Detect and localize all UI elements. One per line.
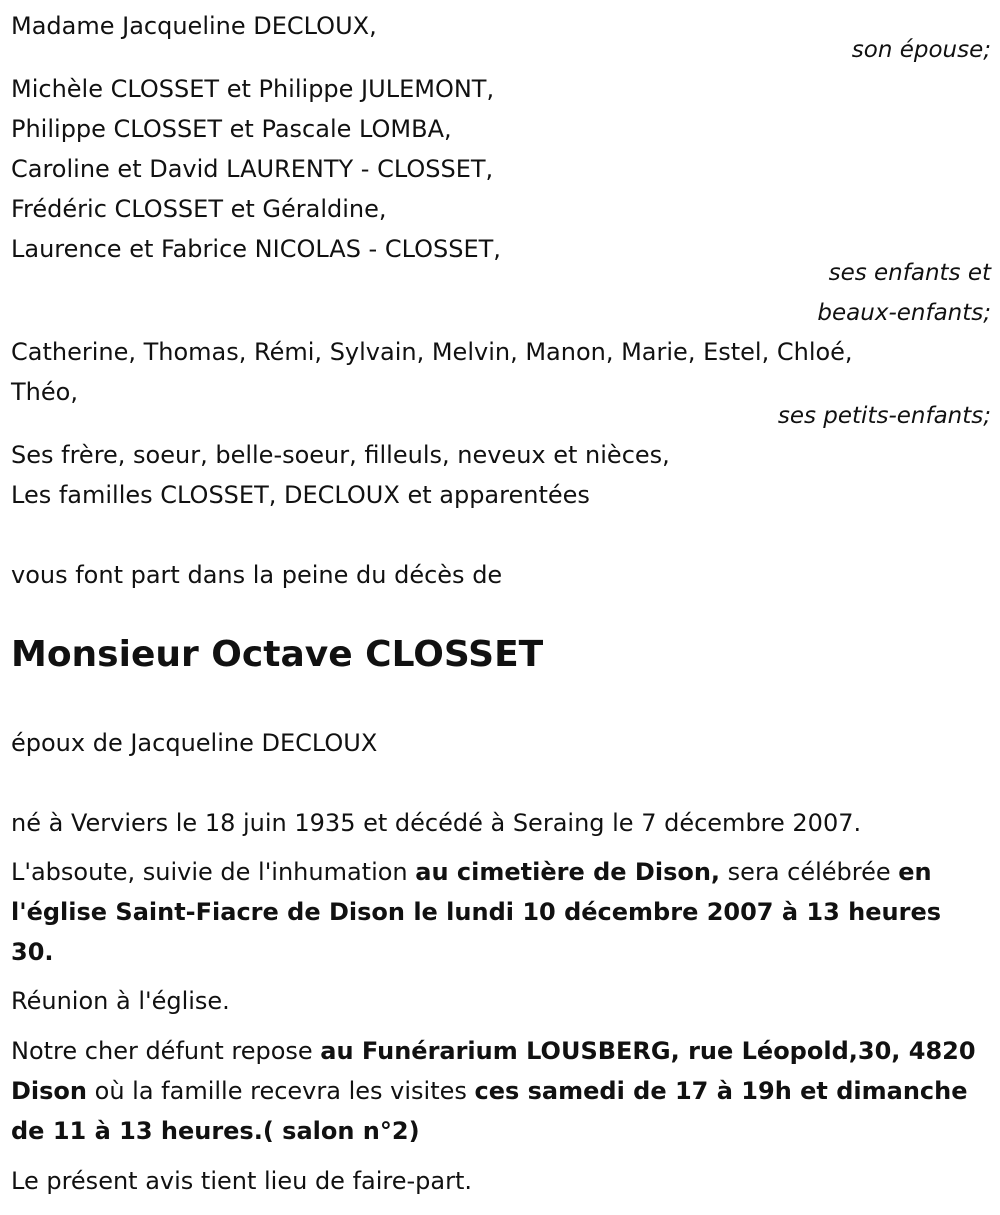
children-role-line-1: ses enfants et <box>828 260 991 286</box>
ceremony-text-2: sera célébrée <box>720 858 899 886</box>
rest-paragraph <box>11 1031 991 1151</box>
birth-death: né à Verviers le 18 juin 1935 et décédé à Seraing le 7 décembre 2007. <box>11 809 862 837</box>
child-line-2: Philippe CLOSSET et Pascale LOMBA, <box>11 115 452 143</box>
deceased-name: Monsieur Octave CLOSSET <box>11 634 544 675</box>
ceremony-paragraph <box>11 852 991 972</box>
spouse-of: époux de Jacqueline DECLOUX <box>11 729 378 757</box>
family-line-2: Les familles CLOSSET, DECLOUX et apparentées <box>11 481 590 509</box>
rest-text-1: Notre cher défunt repose <box>11 1037 321 1065</box>
rest-text-2: où la famille recevra les visites <box>87 1077 475 1105</box>
announcement: vous font part dans la peine du décès de <box>11 561 503 589</box>
ceremony-cemetery: au cimetière de Dison, <box>415 858 721 886</box>
reunion: Réunion à l'église. <box>11 987 230 1015</box>
ceremony-church: en l'église Saint-Fiacre de Dison le lundi 10 décembre 2007 à 13 heures 30. <box>11 858 942 966</box>
grandchildren-role: ses petits-enfants; <box>777 403 991 429</box>
child-line-4: Frédéric CLOSSET et Géraldine, <box>11 195 387 223</box>
grandchildren-line-1: Catherine, Thomas, Rémi, Sylvain, Melvin, Manon, Marie, Estel, Chloé, <box>11 338 853 366</box>
child-line-1: Michèle CLOSSET et Philippe JULEMONT, <box>11 75 495 103</box>
rest-visiting-hours: ces samedi de 17 à 19h et dimanche de 11 à 13 heures.( salon n°2) <box>11 1077 968 1145</box>
child-line-3: Caroline et David LAURENTY - CLOSSET, <box>11 155 494 183</box>
family-line-1: Ses frère, soeur, belle-soeur, filleuls, neveux et nièces, <box>11 441 670 469</box>
spouse-name: Madame Jacqueline DECLOUX, <box>11 12 377 40</box>
rest-funeral-home: au Funérarium LOUSBERG, rue Léopold,30, 4820 Dison <box>11 1037 976 1105</box>
ceremony-text-1: L'absoute, suivie de l'inhumation <box>11 858 416 886</box>
grandchildren-line-2: Théo, <box>11 378 78 406</box>
spouse-role: son épouse; <box>851 37 991 63</box>
children-role-line-2: beaux-enfants; <box>817 300 991 326</box>
child-line-5: Laurence et Fabrice NICOLAS - CLOSSET, <box>11 235 501 263</box>
closing: Le présent avis tient lieu de faire-part. <box>11 1167 473 1195</box>
